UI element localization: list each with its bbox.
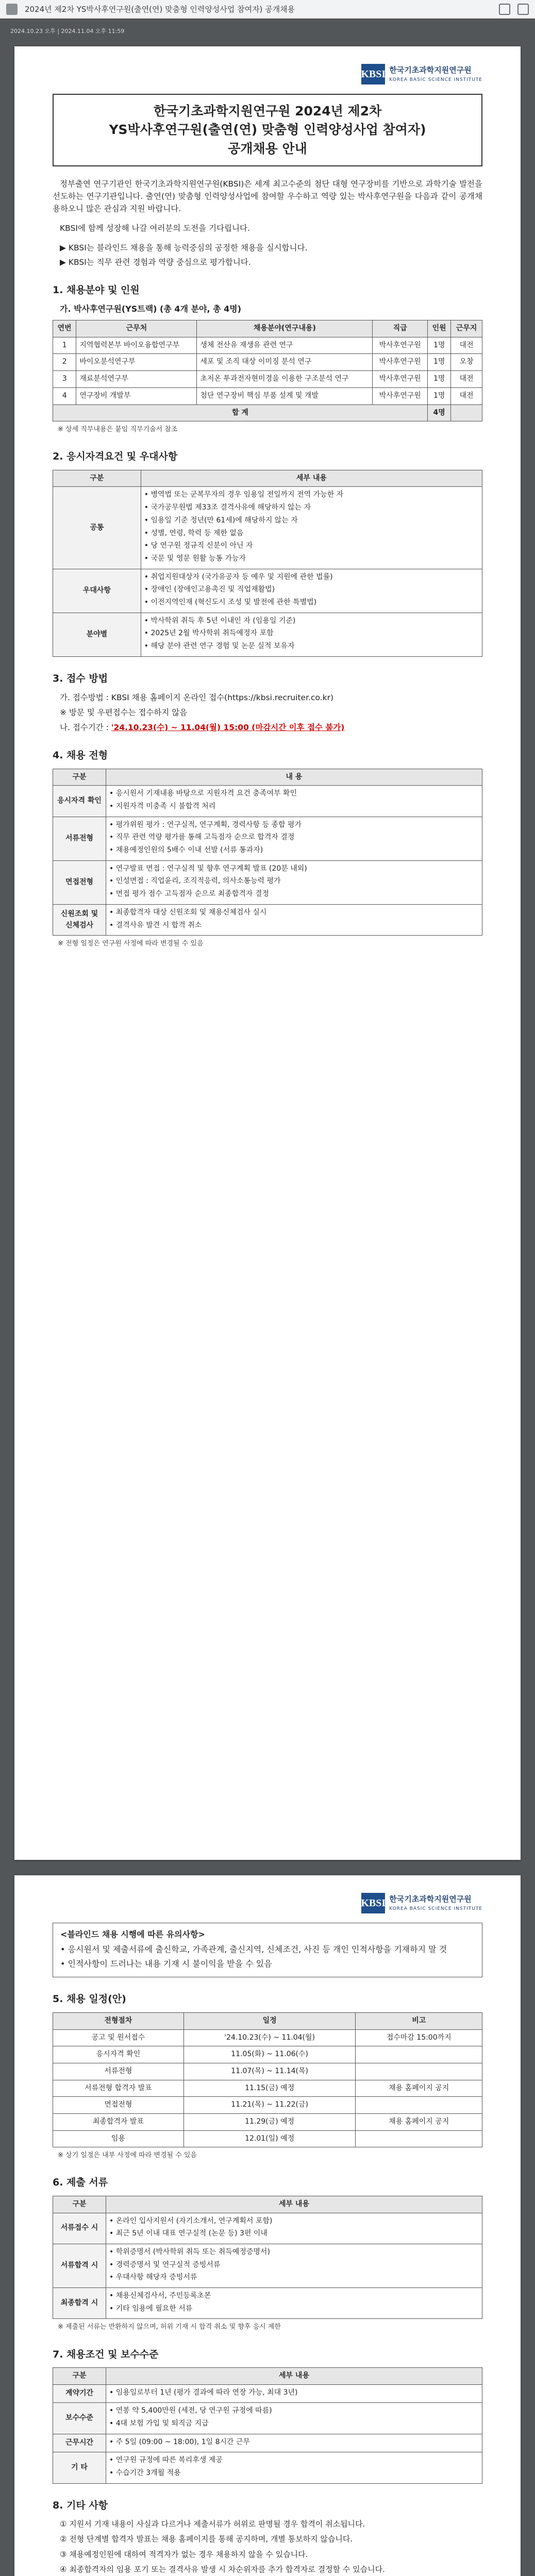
blind-hiring-note: ▶ KBSI는 블라인드 채용을 통해 능력중심의 공정한 채용을 실시합니다. [60,243,308,252]
table-cell: 박사후연구원 [373,387,428,404]
row-label: 서류합격 시 [53,2244,106,2287]
table-row [53,337,482,354]
total-label: 합 계 [53,404,428,421]
table-cell: 1명 [427,371,450,388]
condition-line: • 임용일로부터 1년 (평가 결과에 따라 연장 가능, 최대 3년) [109,2388,298,2397]
document-line: • 기타 임용에 필요한 서류 [109,2304,193,2313]
row-label: 계약기간 [53,2384,106,2403]
box-heading: <블라인드 채용 시행에 따른 유의사항> [60,1929,205,1939]
period-label: 나. 접수기간 : [60,723,111,733]
download-icon[interactable] [499,4,510,15]
document-line: • 학위증명서 (박사학위 취득 또는 취득예정증명서) [109,2247,270,2256]
table-row [53,2434,482,2452]
table-row [53,613,482,656]
table-row [53,2080,482,2097]
viewer-toolbar [0,0,535,19]
table-note: ※ 상기 일정은 내부 사정에 따라 변경될 수 있음 [58,2151,197,2160]
table-row [53,786,482,817]
intro-paragraph: 정부출연 연구기관인 한국기초과학지원연구원(KBSI)은 세계 최고수준의 첨단 대형 연구장비를 기반으로 과학기술 발전을 선도하는 연구기관입니다. 출연(연) 맞춤형 인력양성사업에 참여할 우수하고 역량 있는 박사후연구원을 다음과 같이 공개채용하오니 많은 관심과 지원 바랍니다. [53,179,482,213]
document-page-2 [14,1875,521,2576]
process-line: • 평가위원 평가 : 연구실적, 연구계획, 경력사항 등 종합 평가 [109,820,302,829]
table-cell: 세포 및 조직 대상 이미징 분석 연구 [197,354,373,371]
requirement-line: • 국가공무원법 제33조 결격사유에 해당하지 않는 자 [144,503,311,512]
table-cell: 초저온 투과전자현미경을 이용한 구조분석 연구 [197,371,373,388]
section-subheading: 가. 박사후연구원(YS트랙) (총 4개 분야, 총 4명) [60,304,242,314]
table-row [53,860,482,904]
table-cell [106,2452,482,2483]
table-row [53,2288,482,2319]
row-label: 서류전형 [53,817,106,860]
title-line: 한국기초과학지원연구원 2024년 제2차 [153,104,382,118]
table-header: 근무처 [76,320,197,337]
table-row [53,2046,482,2063]
section-heading: 4. 채용 전형 [53,750,108,761]
table-header: 구분 [53,470,141,487]
logo [53,64,482,84]
document-line: • 최근 5년 이내 대표 연구실적 (논문 등) 3편 이내 [109,2229,268,2238]
table-cell: 박사후연구원 [373,354,428,371]
table-header: 채용분야(연구내용) [197,320,373,337]
document-line: • 온라인 입사지원서 (자기소개서, 연구계획서 포함) [109,2216,273,2225]
table-row [53,2403,482,2434]
table-row [53,2244,482,2287]
section-heading: 6. 제출 서류 [53,2177,108,2189]
requirement-line: • 박사학위 취득 후 5년 이내인 자 (임용일 기준) [144,616,296,625]
table-cell: 재료분석연구부 [76,371,197,388]
announcement-title [53,94,482,166]
etc-item: ④ 최종합격자의 임용 포기 또는 결격사유 발생 시 차순위자를 추가 합격자로 결정할 수 있습니다. [60,2564,385,2574]
table-row [53,2384,482,2403]
table-cell: 연구장비 개발부 [76,387,197,404]
evaluation-note: ▶ KBSI는 직무 관련 경험과 역량 중심으로 평가합니다. [60,257,251,267]
table-cell [106,2434,482,2452]
condition-line: • 연구원 규정에 따른 복리후생 제공 [109,2456,223,2465]
table-cell: '24.10.23(수) ~ 11.04(월) [183,2029,356,2046]
table-cell: 면접전형 [53,2097,184,2114]
table-cell: 1명 [427,354,450,371]
table-header: 구분 [53,2367,106,2384]
table-cell: 채용 홈페이지 공지 [356,2113,482,2130]
table-header: 세부 내용 [106,2367,482,2384]
table-header: 전형절차 [53,2012,184,2029]
table-cell: 접수마감 15:00까지 [356,2029,482,2046]
process-line: • 직무 관련 역량 평가를 통해 고득점자 순으로 합격자 결정 [109,833,295,842]
table-row [53,387,482,404]
selection-process-table [53,769,482,936]
table-row [53,2097,482,2114]
table-row [53,2213,482,2244]
table-cell: 2 [53,354,76,371]
document-line: • 채용신체검사서, 주민등록초본 [109,2292,211,2300]
table-row [53,371,482,388]
table-cell [356,2063,482,2080]
requirement-line: • 해당 분야 관련 연구 경험 및 논문 실적 보유자 [144,642,295,651]
table-cell: 3 [53,371,76,388]
table-cell: 11.05(화) ~ 11.06(수) [183,2046,356,2063]
requirement-line: • 2025년 2월 박사학위 취득예정자 포함 [144,629,274,638]
table-cell: 11.07(목) ~ 11.14(목) [183,2063,356,2080]
document-meta: 2024.10.23 오후 | 2024.11.04 오후 11:59 [10,28,125,35]
table-cell [106,2288,482,2319]
section-heading: 5. 채용 일정(안) [53,1993,126,2005]
table-note: ※ 제출된 서류는 반환하지 않으며, 허위 기재 시 합격 취소 및 향후 응시 제한 [58,2323,281,2331]
process-line: • 결격사유 발견 시 합격 취소 [109,921,202,929]
table-cell [141,613,482,656]
table-cell [356,2130,482,2147]
preference-line: • 장애인 (장애인고용촉진 및 직업재활법) [144,585,275,594]
row-label: 근무시간 [53,2434,106,2452]
table-cell [106,2403,482,2434]
row-label: 기 타 [53,2452,106,2483]
table-header: 구분 [53,769,106,786]
table-cell: 4 [53,387,76,404]
table-cell: 박사후연구원 [373,371,428,388]
logo [53,1893,482,1913]
requirement-line: • 임용일 기준 정년(만 61세)에 해당하지 않는 자 [144,516,298,524]
table-header: 근무지 [451,320,482,337]
etc-item: ② 전형 단계별 합격자 발표는 채용 홈페이지를 통해 공지하며, 개별 통보하지 않습니다. [60,2534,353,2544]
title-line: 공개채용 안내 [228,141,307,156]
table-total-row [53,404,482,421]
section-heading: 8. 기타 사항 [53,2499,108,2511]
table-cell: 1 [53,337,76,354]
blind-hiring-box [53,1923,482,1977]
box-line: • 인적사항이 드러나는 내용 기재 시 불이익을 받을 수 있음 [60,1958,272,1969]
table-cell: 응시자격 확인 [53,2046,184,2063]
table-header: 구분 [53,2196,106,2213]
requirement-line: • 국문 및 영문 원활 능통 가능자 [144,554,246,563]
table-cell: 채용 홈페이지 공지 [356,2080,482,2097]
logo-name-en: KOREA BASIC SCIENCE INSTITUTE [389,1906,482,1911]
row-label: 면접전형 [53,860,106,904]
table-cell [106,860,482,904]
table-cell: 박사후연구원 [373,337,428,354]
logo-mark: KBSI [361,1893,385,1913]
preference-line: • 취업지원대상자 (국가유공자 등 예우 및 지원에 관한 법률) [144,572,333,581]
table-cell: 첨단 연구장비 핵심 부품 설계 및 개발 [197,387,373,404]
table-cell: 대전 [451,337,482,354]
table-cell [106,2213,482,2244]
table-header: 직급 [373,320,428,337]
period-value: '24.10.23(수) ~ 11.04(월) 15:00 (마감시간 이후 접수 불가) [111,723,345,733]
row-label: 보수수준 [53,2403,106,2434]
table-cell: 바이오분석연구부 [76,354,197,371]
document-title: 2024년 제2차 YS박사후연구원(출연(연) 맞춤형 인력양성사업 참여자) 공개채용 [25,5,295,14]
box-line: • 응시원서 및 제출서류에 출신학교, 가족관계, 출신지역, 신체조건, 사진 등 개인 인적사항을 기재하지 말 것 [60,1944,447,1954]
document-page-1 [14,46,521,1860]
table-row [53,904,482,935]
process-line: • 면접 평가 점수 고득점자 순으로 최종합격자 결정 [109,890,269,899]
table-cell: 대전 [451,387,482,404]
qualifications-table [53,470,482,657]
logo-mark: KBSI [361,64,385,84]
table-cell: 오창 [451,354,482,371]
table-header: 내 용 [106,769,482,786]
table-row [53,817,482,860]
title-line: YS박사후연구원(출연(연) 맞춤형 인력양성사업 참여자) [109,122,426,138]
process-line: • 인성면접 : 직업윤리, 조직적응력, 의사소통능력 평가 [109,877,281,886]
table-cell: 서류전형 합격자 발표 [53,2080,184,2097]
section-heading: 2. 응시자격요건 및 우대사항 [53,451,178,463]
row-label: 최종합격 시 [53,2288,106,2319]
application-method-text: 가. 접수방법 : KBSI 채용 홈페이지 온라인 접수(https://kbsi.recruiter.co.kr) [60,693,334,703]
total-value: 4명 [427,404,450,421]
table-row [53,2113,482,2130]
schedule-table [53,2012,482,2148]
process-line: • 지원자격 미충족 시 불합격 처리 [109,802,216,811]
document-line: • 경력증명서 및 연구실적 증빙서류 [109,2260,221,2269]
table-cell: 11.29(금) 예정 [183,2113,356,2130]
table-cell [141,487,482,569]
document-line: • 우대사항 해당자 증빙서류 [109,2273,197,2282]
table-cell [356,2097,482,2114]
table-header: 세부 내용 [141,470,482,487]
table-cell [106,817,482,860]
documents-table [53,2196,482,2319]
section-heading: 1. 채용분야 및 인원 [53,284,140,296]
table-row [53,2029,482,2046]
table-note: ※ 상세 직무내용은 붙임 직무기술서 참조 [58,426,178,434]
table-cell: 12.01(일) 예정 [183,2130,356,2147]
logo-name-ko: 한국기초과학지원연구원 [389,65,472,75]
table-cell [106,904,482,935]
application-note: ※ 방문 및 우편접수는 접수하지 않음 [60,708,188,718]
requirement-line: • 성별, 연령, 학력 등 제한 없음 [144,529,244,537]
table-cell: 최종합격자 발표 [53,2113,184,2130]
table-cell [106,2384,482,2403]
table-cell [106,786,482,817]
table-row [53,2452,482,2483]
row-label: 신원조회 및 신체검사 [53,904,106,935]
table-cell: 지역협력본부 바이오융합연구부 [76,337,197,354]
process-line: • 채용예정인원의 5배수 이내 선발 (서류 통과자) [109,846,263,855]
row-label: 서류접수 시 [53,2213,106,2244]
requirement-line: • 당 연구원 정규직 신분이 아닌 자 [144,541,253,550]
table-note: ※ 전형 일정은 연구원 사정에 따라 변경될 수 있음 [58,940,204,948]
process-line: • 연구발표 면접 : 연구실적 및 향후 연구계획 발표 (20분 내외) [109,864,307,873]
table-cell [356,2046,482,2063]
row-label: 공통 [53,487,141,569]
positions-table [53,320,482,421]
logo-name-en: KOREA BASIC SCIENCE INSTITUTE [389,77,482,82]
section-heading: 7. 채용조건 및 보수수준 [53,2348,159,2360]
table-row [53,569,482,613]
table-cell: 1명 [427,337,450,354]
process-line: • 응시원서 기재내용 바탕으로 지원자격 요건 충족여부 확인 [109,789,297,798]
table-cell [141,569,482,613]
table-cell: 대전 [451,371,482,388]
requirement-line: • 병역법 또는 군복무자의 경우 임용일 전일까지 전역 가능한 자 [144,490,344,499]
table-header: 인원 [427,320,450,337]
table-cell: 서류전형 [53,2063,184,2080]
condition-line: • 연봉 약 5,400만원 (세전, 당 연구원 규정에 따름) [109,2406,272,2415]
etc-item: ③ 채용예정인원에 대하여 적격자가 없는 경우 채용하지 않을 수 있습니다. [60,2549,308,2559]
table-header: 비고 [356,2012,482,2029]
menu-icon[interactable] [6,4,18,15]
preference-line: • 이전지역인재 (혁신도시 조성 및 발전에 관한 특별법) [144,598,317,606]
table-row [53,2130,482,2147]
table-header: 일정 [183,2012,356,2029]
logo-name-ko: 한국기초과학지원연구원 [389,1894,472,1904]
row-label: 응시자격 확인 [53,786,106,817]
table-header: 세부 내용 [106,2196,482,2213]
conditions-table [53,2367,482,2484]
table-header: 연번 [53,320,76,337]
table-cell [451,404,482,421]
condition-line: • 수습기간 3개월 적용 [109,2469,181,2478]
application-period [60,721,482,734]
table-cell: 공고 및 원서접수 [53,2029,184,2046]
process-line: • 최종합격자 대상 신원조회 및 채용신체검사 실시 [109,908,267,917]
row-label: 분야별 [53,613,141,656]
table-cell: 11.21(목) ~ 11.22(금) [183,2097,356,2114]
table-row [53,2063,482,2080]
condition-line: • 4대 보험 가입 및 퇴직금 지급 [109,2419,209,2428]
table-cell: 11.15(금) 예정 [183,2080,356,2097]
application-method [60,691,482,704]
intro-paragraph: KBSI에 함께 성장해 나갈 여러분의 도전을 기다립니다. [60,223,250,233]
table-cell: 생체 전산유 재생유 관련 연구 [197,337,373,354]
row-label: 우대사항 [53,569,141,613]
print-icon[interactable] [517,4,529,15]
etc-item: ① 지원서 기재 내용이 사실과 다르거나 제출서류가 허위로 판명될 경우 합격이 취소됩니다. [60,2519,365,2529]
table-cell: 1명 [427,387,450,404]
table-row [53,354,482,371]
table-cell [106,2244,482,2287]
condition-line: • 주 5일 (09:00 ~ 18:00), 1일 8시간 근무 [109,2437,250,2446]
table-row [53,487,482,569]
section-heading: 3. 접수 방법 [53,672,108,684]
table-cell: 임용 [53,2130,184,2147]
